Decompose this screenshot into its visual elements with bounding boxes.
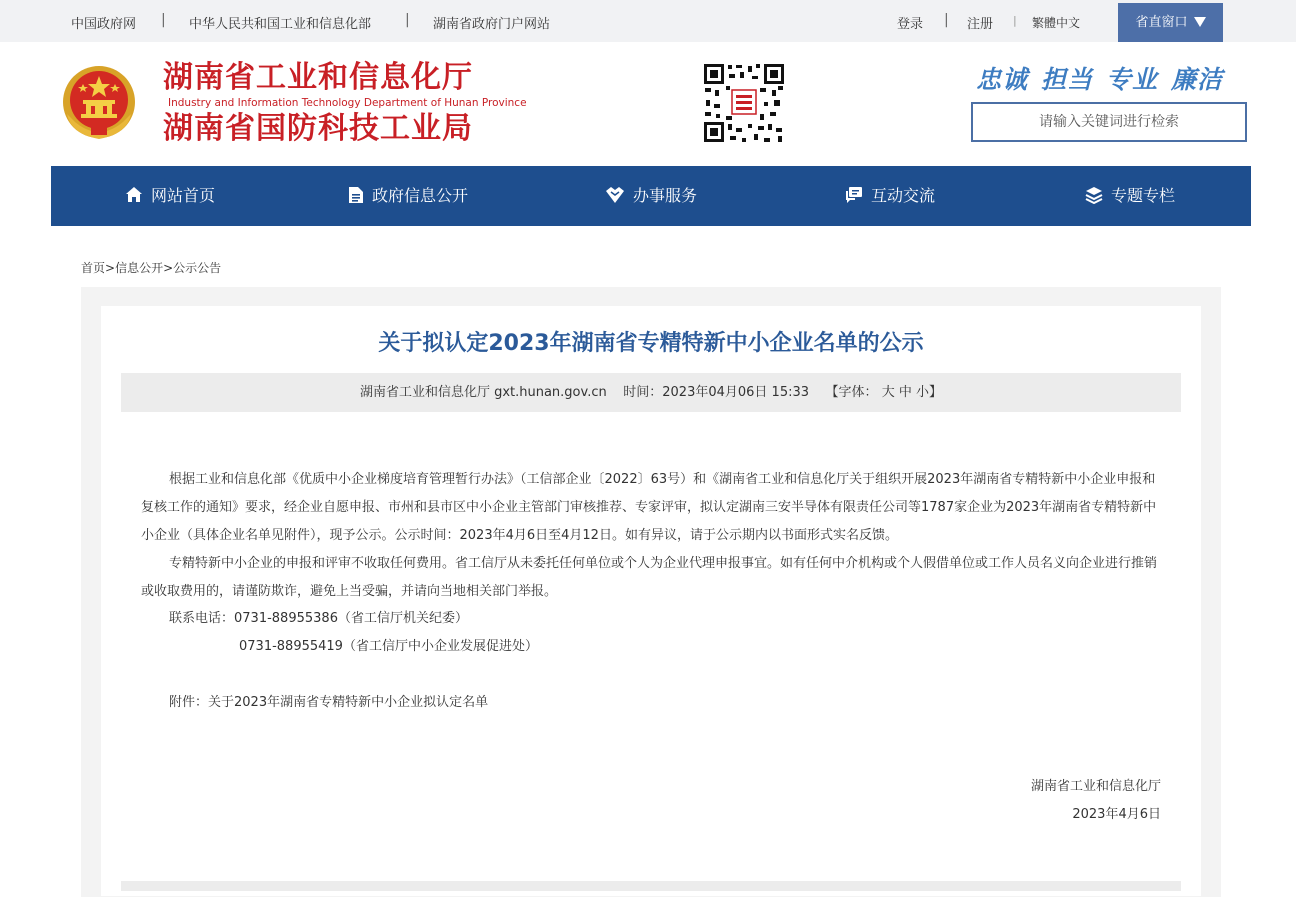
signature — [1031, 773, 1161, 829]
slogan-word: 担当 — [1041, 65, 1094, 94]
nav-label: 办事服务 — [633, 186, 698, 205]
article-footer-bar — [121, 881, 1181, 891]
site-title-cn: 湖南省工业和信息化厅 — [163, 60, 473, 95]
nav-item-home[interactable] — [125, 166, 215, 226]
breadcrumb — [81, 259, 221, 276]
login-link[interactable]: 登录 — [897, 17, 924, 32]
top-separator: | — [1013, 14, 1017, 27]
nav-item-special-topics[interactable] — [1085, 166, 1175, 226]
font-size-suffix: 】 — [929, 385, 943, 400]
font-size-prefix: 【字体： — [825, 385, 878, 400]
attachment-line — [169, 689, 488, 717]
site-subtitle-cn: 湖南省国防科技工业局 — [163, 111, 473, 146]
article-paragraph: 根据工业和信息化部《优质中小企业梯度培育管理暂行办法》（工信部企业〔2022〕63号）和《湖南省工业和信息化厅关于组织开展2023年湖南省专精特新中小企业申报和复核工作的通知》要求，经企业自愿申报、市州和县市区中小企业主管部门审核推荐、专家评审，拟认定湖南三安半导体有限责任公司等1787家企业为2023年湖南省专精特新中小企业（具体企业名单见附件），现予公示。公示时间：2023年4月6日至4月12日。如有异议，请于公示期内以书面形式实名反馈。 — [141, 472, 1157, 543]
contact-line-1 — [169, 605, 468, 633]
provincial-window-dropdown[interactable] — [1118, 3, 1223, 42]
top-separator: | — [944, 12, 949, 28]
document-icon — [348, 186, 364, 204]
font-size-medium-button[interactable]: 中 — [898, 385, 912, 400]
font-size-small-button[interactable]: 小 — [916, 385, 930, 400]
breadcrumb-separator: > — [105, 261, 116, 275]
traditional-chinese-link[interactable]: 繁體中文 — [1032, 16, 1081, 30]
top-bar — [0, 0, 1296, 42]
handshake-icon — [605, 186, 625, 204]
main-nav — [51, 166, 1251, 226]
slogan-word: 廉洁 — [1171, 65, 1224, 94]
search-input[interactable] — [971, 102, 1247, 142]
signature-date: 2023年4月6日 — [1072, 807, 1161, 822]
site-title-en: Industry and Information Technology Department of Hunan Province — [168, 97, 527, 109]
register-link[interactable]: 注册 — [967, 17, 994, 32]
font-size-large-button[interactable]: 大 — [881, 385, 895, 400]
qr-code-icon — [702, 62, 786, 144]
layers-icon — [1085, 186, 1103, 204]
nav-item-gov-info[interactable] — [348, 166, 468, 226]
national-emblem-logo[interactable] — [61, 64, 137, 142]
breadcrumb-info-public[interactable]: 信息公开 — [115, 261, 164, 275]
breadcrumb-announcements[interactable]: 公示公告 — [173, 261, 222, 275]
slogan — [976, 60, 1236, 96]
article-time: 时间：2023年04月06日 15:33 — [623, 385, 810, 400]
article-title: 关于拟认定2023年湖南省专精特新中小企业名单的公示 — [378, 331, 924, 356]
contact-phone-2: 0731-88955419（省工信厅中小企业发展促进处） — [239, 639, 538, 654]
caret-down-icon — [1194, 17, 1206, 27]
article-source: 湖南省工业和信息化厅 gxt.hunan.gov.cn — [359, 385, 607, 400]
nav-label: 网站首页 — [151, 186, 216, 205]
attachment-link[interactable]: 关于2023年湖南省专精特新中小企业拟认定名单 — [208, 695, 489, 710]
contact-phone-1: 0731-88955386（省工信厅机关纪委） — [234, 611, 468, 626]
breadcrumb-home[interactable]: 首页 — [81, 261, 106, 275]
top-separator: | — [405, 12, 410, 28]
nav-item-services[interactable] — [605, 166, 697, 226]
attachment-label: 附件： — [169, 695, 209, 710]
article-meta — [121, 373, 1181, 412]
link-miit[interactable]: 中华人民共和国工业和信息化部 — [189, 17, 372, 32]
nav-label: 专题专栏 — [1111, 186, 1176, 205]
link-hunan-gov[interactable]: 湖南省政府门户网站 — [433, 17, 551, 32]
nav-label: 政府信息公开 — [372, 186, 469, 205]
article-paragraph: 专精特新中小企业的申报和评审不收取任何费用。省工信厅从未委托任何单位或个人为企业代理申报事宜。如有任何中介机构或个人假借单位或工作人员名义向企业进行推销或收取费用的，请谨防欺诈，避免上当受骗，并请向当地相关部门举报。 — [141, 556, 1158, 599]
nav-item-interaction[interactable] — [845, 166, 935, 226]
top-separator: | — [161, 12, 166, 28]
home-icon — [125, 186, 143, 204]
chat-icon — [845, 186, 863, 204]
nav-label: 互动交流 — [871, 186, 936, 205]
slogan-word: 忠诚 — [976, 65, 1029, 94]
contact-label: 联系电话： — [169, 611, 235, 626]
article-body — [141, 466, 1163, 606]
dropdown-label: 省直窗口 — [1135, 15, 1188, 30]
signature-org: 湖南省工业和信息化厅 — [1030, 779, 1161, 794]
link-china-gov[interactable]: 中国政府网 — [71, 17, 137, 32]
breadcrumb-separator: > — [163, 261, 174, 275]
slogan-word: 专业 — [1106, 65, 1159, 94]
